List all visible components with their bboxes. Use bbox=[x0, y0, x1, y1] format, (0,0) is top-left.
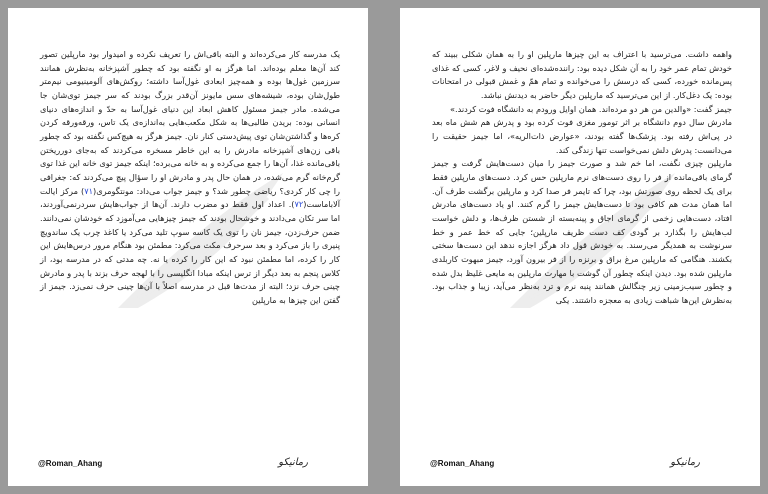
brand-logo-text: رمانیکو bbox=[278, 457, 308, 468]
channel-handle: @Roman_Ahang bbox=[38, 459, 103, 468]
paragraph: واهمه داشت. می‌ترسید با اعتراف به این چیزها مارپلین او را به همان شکلی ببیند که خودش تمام عمر خود را به آن شکل دیده بود: راننده‌شده‌ای نحیف و لاغر، کسی که غذای پس‌مانده خورده، کسی که درسش را می‌خوانده و تمام همّ و غمش قبولی در امتحانات بوده: یک دغل‌کار. از این می‌ترسید که مارپلین دیگر حاضر به دیدنش نباشد. bbox=[432, 49, 732, 100]
paragraph: جیمز گفت: «والدین من هر دو مرده‌اند. همان اوایل ورودم به دانشگاه فوت کردند.» bbox=[449, 103, 732, 114]
document-page-right bbox=[400, 8, 760, 486]
paragraph: مارپلین چیزی نگفت، اما خم شد و صورت جیمز را میان دست‌هایش گرفت و جیمز گرمای باقی‌مانده از فر را روی دست‌های نرم مارپلین حس کرد. دست‌های مارپلین فقط برای یک لحظه روی صورتش بود، چرا که تایمر فر صدا کرد و مارپلین برگشت طرف آن. اما همان مدت هم کافی بود تا دست‌هایش جیمز را گرم کنند. او یاد دست‌های مادرش افتاد، دست‌هایی زخمی از گرمای اجاق و پینه‌بسته از شستن ظرف‌ها، و دلش خواست لب‌هایش را بگذارد بر گودی کف دست ظریف مارپلین؛ جایی که خط عمر و خط سرنوشت به همدیگر می‌رسند. به خودش قول داد هرگز اجازه ندهد این دست‌ها سختی بکشند. هنگامی که مارپلین مرغ براق و برنزه را از فر بیرون آورد، جیمز مبهوت کاربلدی مارپلین شده بود. دیدن اینکه چطور آن گوشت با مهارت مارپلین به مایعی غلیظ بدل شده و چطور سیب‌زمینی زیر چنگالش همانند پنبه نرم و ترد به‌نظر می‌آید، زیبا و جذاب بود. به‌نظرش این‌ها شباهت زیادی به معجزه داشتند. یکی bbox=[432, 158, 732, 305]
paragraph: یک مدرسه کار می‌کرده‌اند و البته باقی‌اش را تعریف نکرده و امیدوار بود مارپلین تصور کند آن‌ها معلم بوده‌اند. اما هرگز به او نگفته بود که چطور آشپزخانه به‌نظرش همانند سرزمین غول‌ها بوده و همه‌چیز ابعادی غول‌آسا داشته؛ روکش‌های آلومینیومی نیم‌متر طول‌شان بوده، شیشه‌های سس مایونز آن‌قدر بزرگ بودند که سر جیمز توی‌شان جا می‌شده. مادر جیمز مسئول کاهش ابعاد این دنیای غول‌آسا به حدّ و اندازه‌های دنیای انسانی بوده: بریدن طالبی‌ها به شکل مکعب‌هایی به‌اندازه‌ی یک تاس، ورقه‌ورقه کردن کره‌ها و گذاشتن‌شان توی پیش‌دستی کنار نان. جیمز هرگز به هیچ‌کس نگفته بود که چطور باقی زن‌های آشپزخانه مادرش را به این خاطر مسخره می‌کردند که به‌جای دورریختن باقی‌مانده غذا، آن‌ها را جمع می‌کرده و به خانه می‌برده؛ اینکه جیمز توی خانه این غذا توی گرم‌خانه گرم می‌شده، در همان حال پدر و مادرش او را سؤال پیچ می‌کردند که: جغرافی را چی کار کردی؟ ریاضی چطور شد؟ و جیمز جواب می‌داد: مونتگومری(۷۱) مرکز ایالت آلاباماست(۷۲). اعداد اول فقط دو مضرب دارند. آن‌ها از جواب‌هایش سردرنمی‌آوردند، اما سر تکان می‌دادند و خوشحال بودند که جیمز چیزهایی می‌آموزد که خودشان نمی‌دانند. ضمن حرف‌زدن، جیمز نان را توی یک کاسه سوپ تلید می‌کرد یا کاغذ چرب یک ساندویچ پنیری را باز می‌کرد و بعد سرحرف مکث می‌کرد: مطمئن بود هنگام مرور درس‌هایش این کار را کرده، اما مطمئن نبود که این کار را کرده یا نه. چه مدتی که در مدرسه بود، از کلاس پنجم به بعد دیگر از ترس اینکه مبادا انگلیسی را با لهجه حرف بزند با پدر و مادرش چینی حرف نزد؛ البته از مدت‌ها قبل در مدرسه اصلاً با آن‌ها چینی حرف نمی‌زد. جیمز از گفتن این چیزها به مارپلین bbox=[40, 49, 340, 305]
document-page-left bbox=[8, 8, 368, 486]
paragraph: مادرش سال دوم دانشگاه بر اثر تومور مغزی فوت کرده بود و پدرش هم شش ماه بعد در پی‌اش رفته بود. پزشک‌ها گفته بودند، «عوارض ذات‌الریه»، اما جیمز حقیقت را می‌دانست: پدرش دلش نمی‌خواست تنها زندگی کند. bbox=[432, 117, 732, 155]
page-body-text bbox=[40, 48, 340, 307]
channel-handle: @Roman_Ahang bbox=[430, 459, 495, 468]
page-footer bbox=[430, 454, 730, 468]
brand-logo-text: رمانیکو bbox=[670, 457, 700, 468]
footnote-link[interactable]: ۷۱ bbox=[84, 185, 93, 196]
page-footer bbox=[38, 454, 338, 468]
footnote-link[interactable]: ۷۲ bbox=[294, 199, 304, 210]
page-body-text bbox=[432, 48, 732, 307]
